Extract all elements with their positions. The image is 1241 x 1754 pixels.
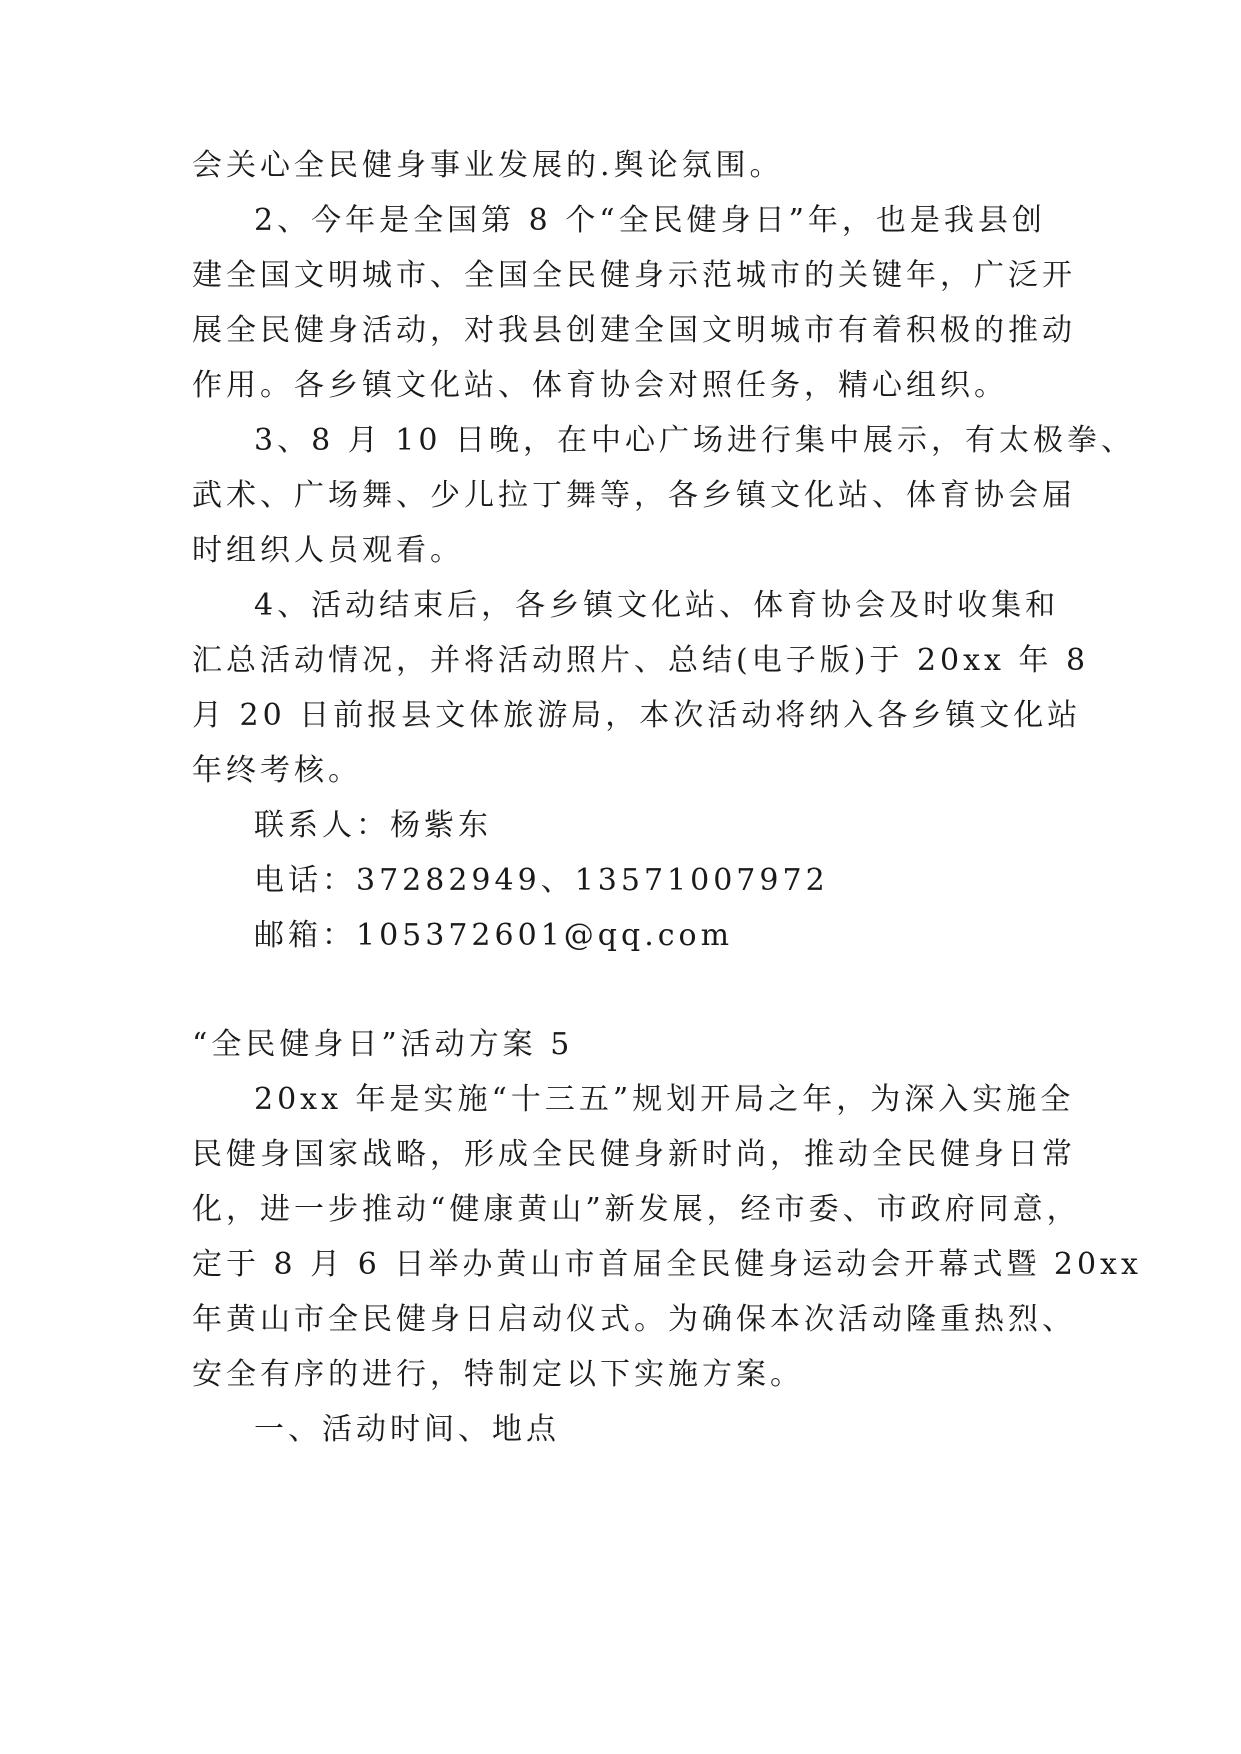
paragraph-line: 汇总活动情况，并将活动照片、总结(电子版)于 20xx 年 8 <box>192 643 1090 678</box>
paragraph-line: 时组织人员观看。 <box>192 533 464 568</box>
paragraph-line: 展全民健身活动，对我县创建全国文明城市有着积极的推动 <box>192 313 1076 348</box>
paragraph-line: 化，进一步推动“健康黄山”新发展，经市委、市政府同意， <box>192 1192 1081 1227</box>
paragraph-line: 年终考核。 <box>192 753 362 788</box>
paragraph-line: 20xx 年是实施“十三五”规划开局之年，为深入实施全 <box>254 1082 1075 1117</box>
paragraph-line: 建全国文明城市、全国全民健身示范城市的关键年，广泛开 <box>192 258 1076 293</box>
contact-email: 邮箱：105372601@qq.com <box>254 918 734 953</box>
paragraph-line: 安全有序的进行，特制定以下实施方案。 <box>192 1357 804 1392</box>
paragraph-line: 民健身国家战略，形成全民健身新时尚，推动全民健身日常 <box>192 1137 1076 1172</box>
paragraph-line: 武术、广场舞、少儿拉丁舞等，各乡镇文化站、体育协会届 <box>192 478 1076 513</box>
paragraph-line: 2、今年是全国第 8 个“全民健身日”年，也是我县创 <box>254 203 1046 238</box>
paragraph-line: 3、8 月 10 日晚，在中心广场进行集中展示，有太极拳、 <box>254 423 1135 458</box>
contact-phone: 电话：37282949、13571007972 <box>254 863 829 898</box>
paragraph-line: 年黄山市全民健身日启动仪式。为确保本次活动隆重热烈、 <box>192 1302 1076 1337</box>
paragraph-line: 定于 8 月 6 日举办黄山市首届全民健身运动会开幕式暨 20xx <box>192 1247 1142 1282</box>
paragraph-line: 月 20 日前报县文体旅游局，本次活动将纳入各乡镇文化站 <box>192 698 1082 733</box>
paragraph-line: 会关心全民健身事业发展的.舆论氛围。 <box>192 148 784 183</box>
paragraph-line: 4、活动结束后，各乡镇文化站、体育协会及时收集和 <box>254 588 1060 623</box>
subsection-heading: 一、活动时间、地点 <box>254 1412 560 1447</box>
contact-person: 联系人：杨紫东 <box>254 808 492 843</box>
paragraph-line: 作用。各乡镇文化站、体育协会对照任务，精心组织。 <box>192 368 1008 403</box>
section-heading: “全民健身日”活动方案 5 <box>192 1027 574 1062</box>
